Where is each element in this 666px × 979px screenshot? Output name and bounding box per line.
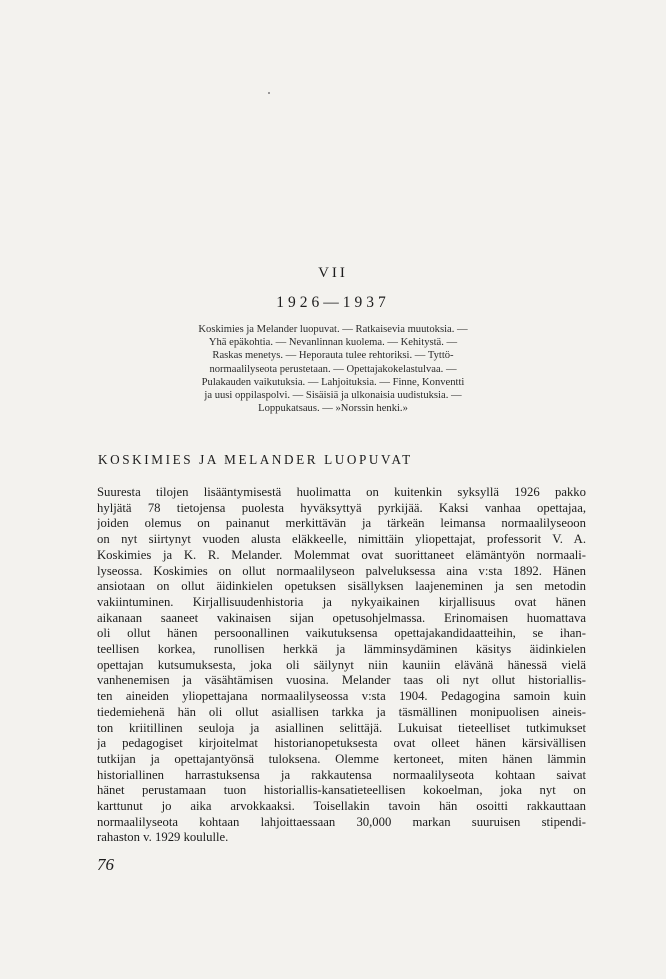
- body-line: joiden olemus on painanut merkittävän ja tärkeän leimansa normaalilyseoon: [97, 516, 586, 531]
- body-line: tiedemiehenä hän oli ollut asiallisen tarkka ja täsmällinen monipuolisen aineis-: [97, 704, 586, 719]
- body-line: ansiotaan on ollut äidinkielen opetuksen sisällyksen laajeneminen ja sen metodin: [97, 579, 586, 594]
- body-line: karttunut jo aika arvokkaaksi. Toisellakin tavoin hän osoitti rakkauttaan: [97, 799, 586, 814]
- body-line: opettajan kutsumuksesta, joka oli säilynyt niin kauniin elävänä hänessä vielä: [97, 657, 586, 672]
- body-line: ja pedagogiset kirjoitelmat historianopetuksesta ovat olleet hänen kärsivällisen: [97, 736, 586, 751]
- body-line: Suuresta tilojen lisääntymisestä huolimatta on kuitenkin syksyllä 1926 pakko: [97, 485, 586, 499]
- paper-speck: [268, 92, 270, 94]
- chapter-synopsis: [0, 323, 666, 415]
- body-line: historiallinen harrastuksensa ja rakkautensa normaalilyseota kohtaan saivat: [97, 767, 586, 782]
- body-line: Koskimies ja K. R. Melander. Molemmat ovat suorittaneet elämäntyön normaali-: [97, 547, 586, 562]
- body-line: ten aineiden yliopettajana normaalilyseossa v:sta 1904. Pedagogina samoin kuin: [97, 689, 586, 704]
- body-line: aikanaan saaneet vakinaisen sijan opetusohjelmassa. Erinomaisen huomattava: [97, 610, 586, 625]
- body-line: vanhenemisen ja väsähtämisen vuosina. Melander taas oli nyt ollut historiallis-: [97, 673, 586, 688]
- body-line: hänet perustamaan tuon historiallis-kansatieteellisen kokoelman, joka nyt on: [97, 783, 586, 798]
- body-line: ton kriitillinen seuloja ja asiallinen selittäjä. Lukuisat tieteelliset tutkimukset: [97, 720, 586, 735]
- body-line: lyseossa. Koskimies on ollut normaalilyseon palveluksessa aina v:sta 1892. Hänen: [97, 563, 586, 578]
- synopsis-line: Loppukatsaus. — »Norssin henki.»: [258, 403, 408, 415]
- chapter-number: VII: [318, 265, 348, 281]
- body-line: vakiintuminen. Kirjallisuudenhistoria ja nykyaikainen kirjallisuus ovat hänen: [97, 594, 586, 609]
- body-line: rahaston v. 1929 koululle.: [97, 830, 229, 845]
- synopsis-line: ja uusi oppilaspolvi. — Sisäisiä ja ulkonaisia uudistuksia. —: [204, 390, 462, 402]
- body-paragraph: [97, 485, 586, 846]
- body-line: hyljätä 78 tietojensa puolesta hyväksyttyä pyrkijää. Kaksi vanhaa opettajaa,: [97, 500, 586, 515]
- body-line: tutkijan ja opettajantyönsä tuloksena. Olemme kertoneet, miten hänen lämmin: [97, 751, 586, 766]
- synopsis-line: Koskimies ja Melander luopuvat. — Ratkaisevia muutoksia. —: [198, 324, 468, 335]
- synopsis-line: Yhä epäkohtia. — Nevanlinnan kuolema. — Kehitystä. —: [208, 337, 458, 349]
- body-line: oli ollut hänen persoonallinen vaikutuksensa opettajakandidaatteihin, se ihan-: [97, 626, 586, 641]
- synopsis-line: Pulakauden vaikutuksia. — Lahjoituksia. — Finne, Konventti: [201, 376, 465, 388]
- synopsis-line: Raskas menetys. — Heporauta tulee rehtoriksi. — Tyttö-: [212, 350, 454, 362]
- body-line: normaalilyseota kohtaan lahjoittaessaan 30,000 markan suuruisen stipendi-: [97, 814, 586, 829]
- section-heading: KOSKIMIES JA MELANDER LUOPUVAT: [98, 452, 413, 467]
- page-number: 76: [97, 855, 114, 874]
- body-line: on nyt siirtynyt vuoden alusta eläkkeelle, nimittäin yliopettajat, professorit V. A.: [97, 532, 586, 547]
- body-line: teellisen korkea, runollisen herkkä ja lämminsydäminen käsitys äidinkielen: [97, 642, 586, 657]
- synopsis-line: normaalilyseota perustetaan. — Opettajakokelastulvaa. —: [209, 363, 457, 375]
- chapter-years: 1926—1937: [276, 294, 390, 311]
